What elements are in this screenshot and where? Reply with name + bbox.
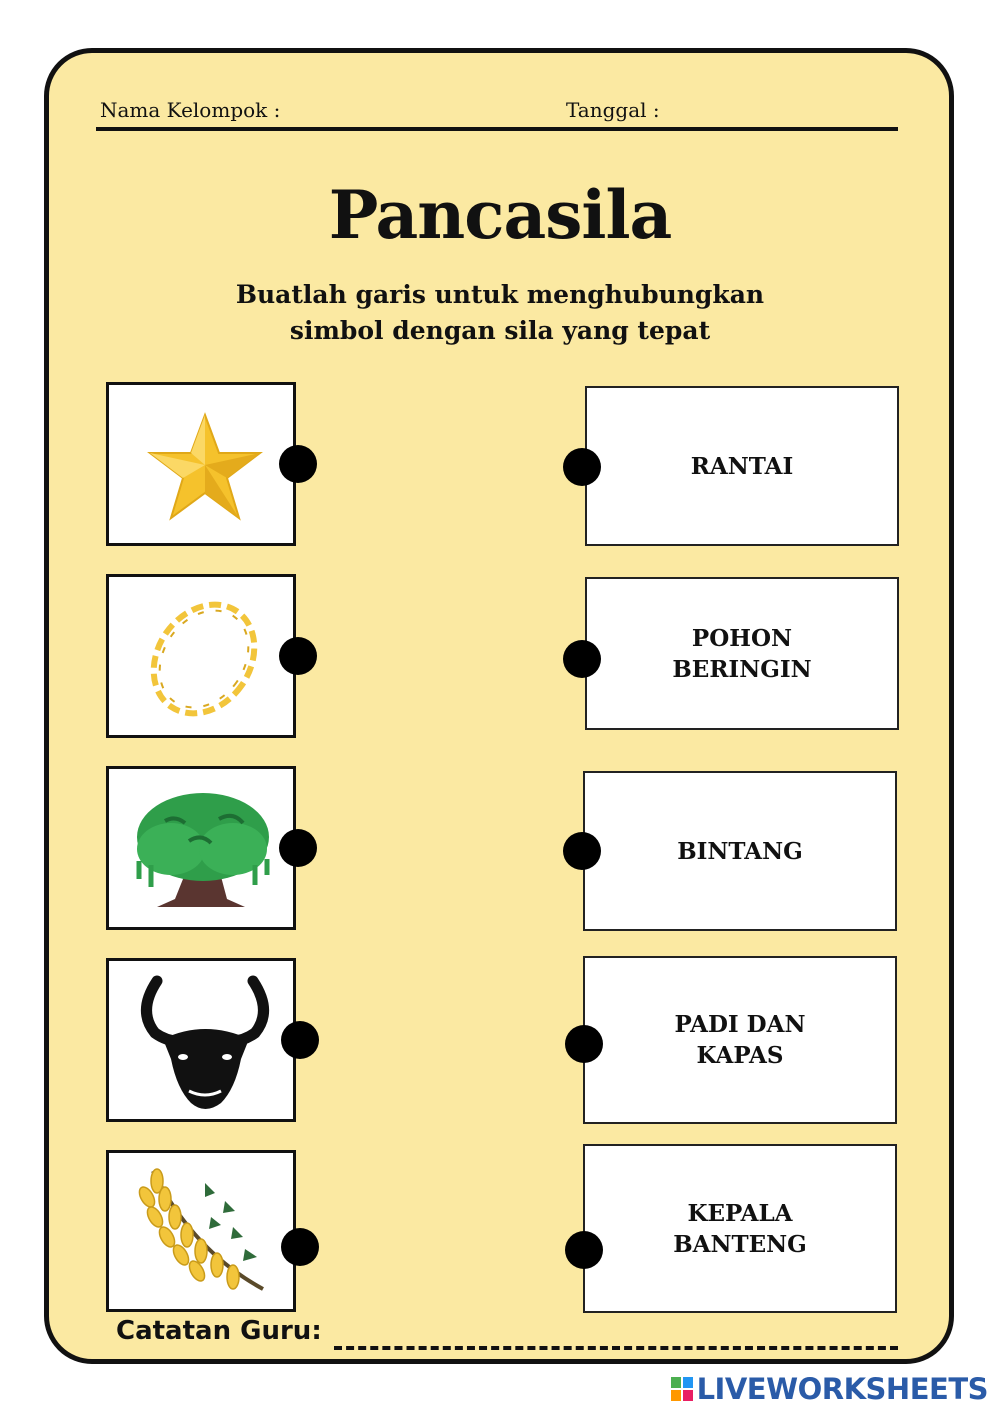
symbol-card-chain — [106, 574, 296, 738]
connector-dot-left-2[interactable] — [279, 637, 317, 675]
connector-dot-right-1[interactable] — [563, 448, 601, 486]
connector-dot-left-3[interactable] — [279, 829, 317, 867]
connector-dot-right-4[interactable] — [565, 1025, 603, 1063]
connector-dot-right-3[interactable] — [563, 832, 601, 870]
symbol-card-bull — [106, 958, 296, 1122]
teacher-notes-label: Catatan Guru: — [116, 1316, 322, 1346]
group-name-label: Nama Kelompok : — [100, 98, 281, 122]
instruction-line-1: Buatlah garis untuk menghubungkan — [235, 280, 765, 309]
liveworksheets-logo-icon — [671, 1377, 693, 1401]
word-card-4: PADI DAN KAPAS — [583, 956, 897, 1124]
rice-cotton-icon — [109, 1153, 299, 1315]
word-card-1: RANTAI — [585, 386, 899, 546]
symbol-card-rice-cotton — [106, 1150, 296, 1312]
symbol-card-star — [106, 382, 296, 546]
header-underline — [96, 127, 898, 131]
teacher-notes-line — [334, 1346, 898, 1350]
page-title: Pancasila — [328, 176, 672, 254]
chain-icon — [109, 577, 299, 741]
star-icon — [109, 385, 299, 549]
word-card-2: POHON BERINGIN — [585, 577, 899, 730]
connector-dot-left-5[interactable] — [281, 1228, 319, 1266]
liveworksheets-brand — [671, 1372, 988, 1406]
connector-dot-right-5[interactable] — [565, 1231, 603, 1269]
word-card-5: KEPALA BANTENG — [583, 1144, 897, 1313]
date-label: Tanggal : — [566, 98, 660, 122]
connector-dot-left-4[interactable] — [281, 1021, 319, 1059]
brand-text: LIVEWORKSHEETS — [696, 1372, 988, 1406]
instruction-line-2: simbol dengan sila yang tepat — [289, 316, 711, 345]
symbol-card-tree — [106, 766, 296, 930]
connector-dot-right-2[interactable] — [563, 640, 601, 678]
bull-head-icon — [109, 961, 299, 1125]
connector-dot-left-1[interactable] — [279, 445, 317, 483]
word-card-3: BINTANG — [583, 771, 897, 931]
banyan-tree-icon — [109, 769, 299, 933]
